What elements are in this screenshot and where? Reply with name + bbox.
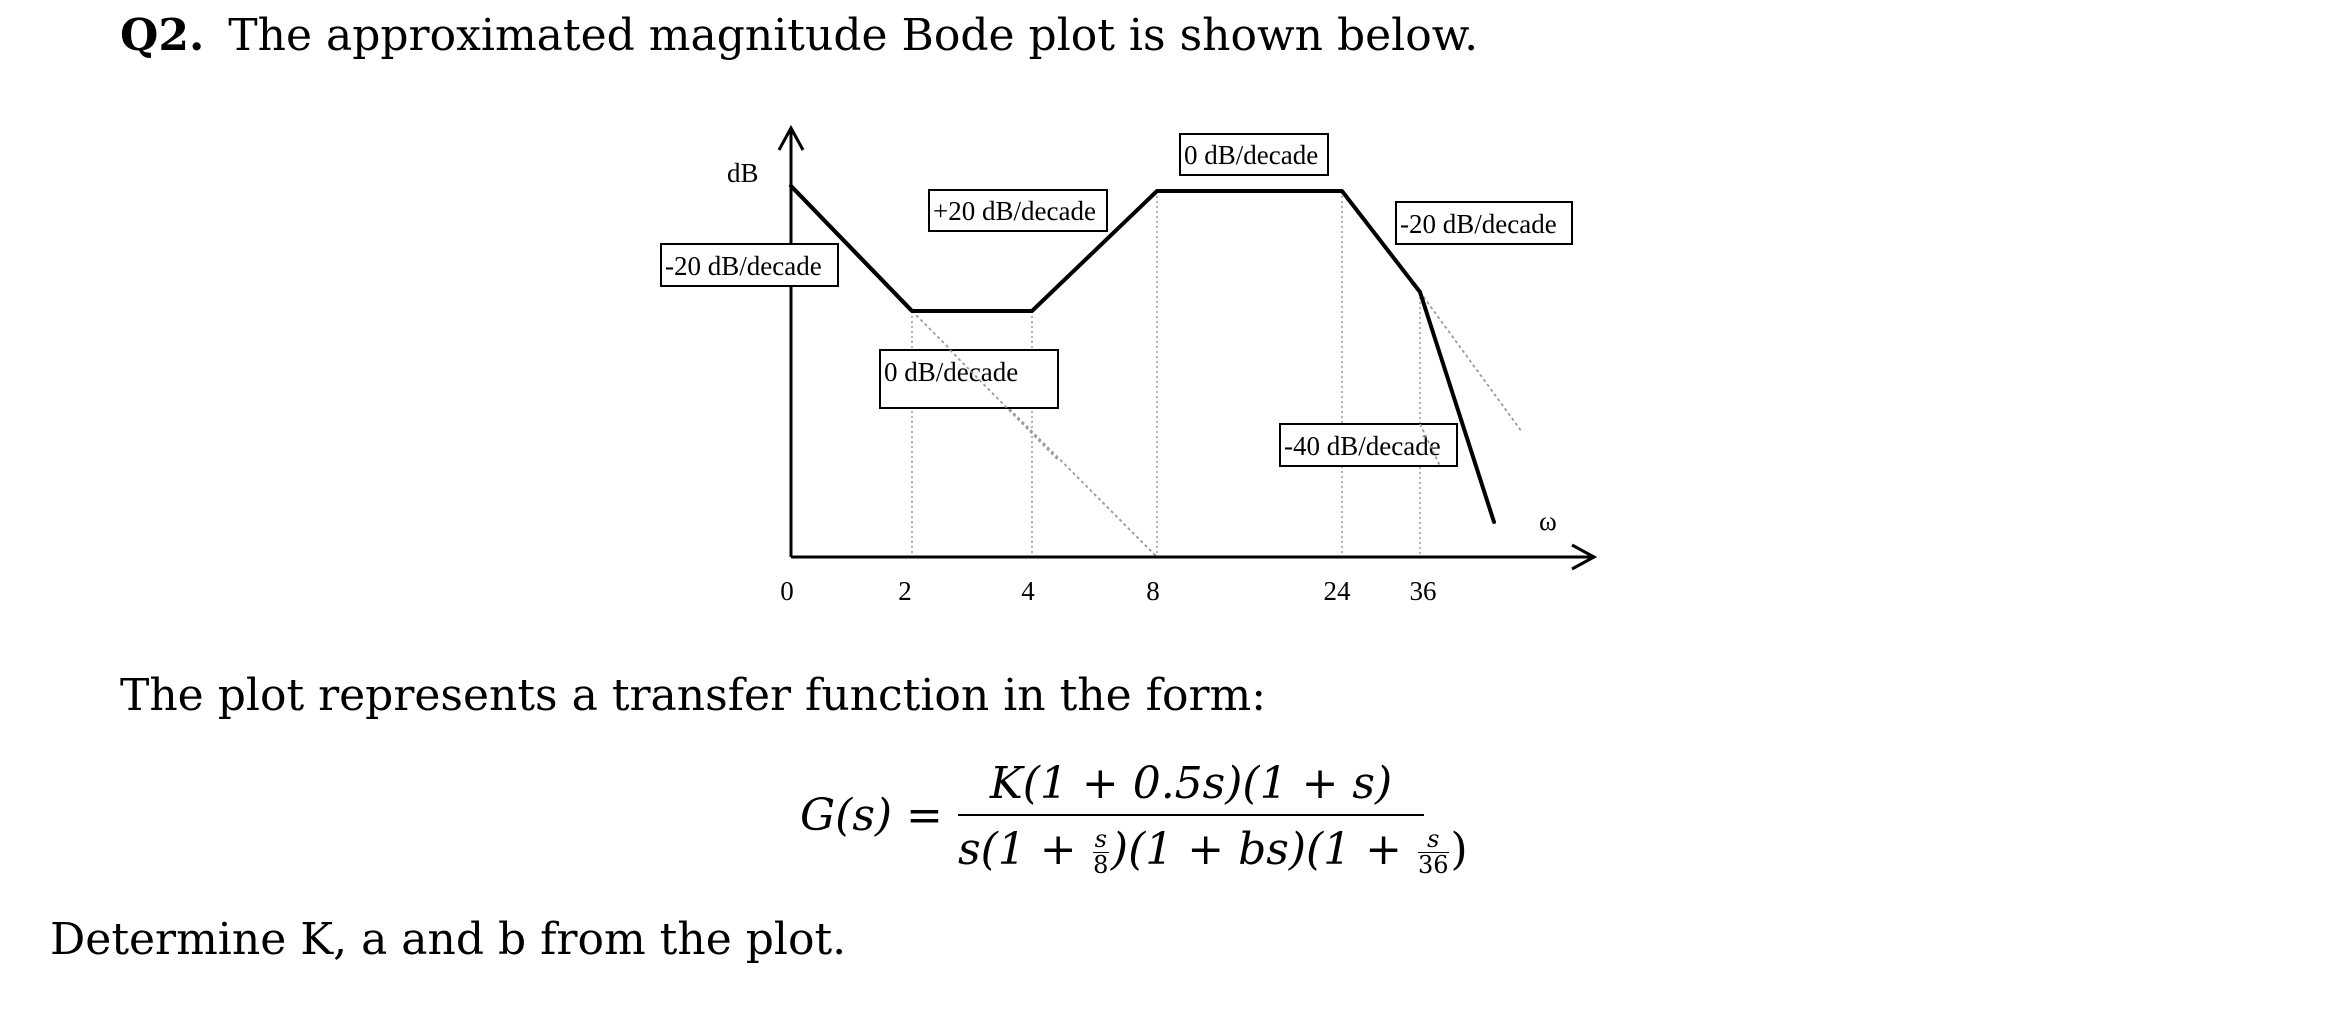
fraction-bar <box>958 814 1424 816</box>
question-intro: The approximated magnitude Bode plot is shown below. <box>228 10 1479 61</box>
slope-text-seg1: -20 dB/decade <box>665 251 822 281</box>
determine-paragraph: Determine K, a and b from the plot. <box>50 914 847 965</box>
slope-label-seg2 <box>880 350 1058 408</box>
small-fraction-s-over-36: $\frac{s}{36}$ <box>1418 824 1449 879</box>
tick-8: 8 <box>1146 576 1160 606</box>
formula-denominator: s(1 + $\frac{s}{8}$ )(1 + bs)(1 + $\frac{s}{36}$ ) <box>958 824 1468 879</box>
slope-label-seg6 <box>1280 424 1457 466</box>
formula-lhs: G(s) = <box>800 790 943 841</box>
x-axis-label: ω <box>1539 506 1557 536</box>
slope-text-seg5: -20 dB/decade <box>1400 209 1557 239</box>
asymptote-extension-high <box>1420 292 1522 432</box>
axes <box>779 128 1594 569</box>
slope-text-seg2: 0 dB/decade <box>884 357 1019 387</box>
slope-text-seg4: 0 dB/decade <box>1184 140 1319 170</box>
slope-label-seg4 <box>1180 134 1328 175</box>
slope-text-seg3: +20 dB/decade <box>933 196 1096 226</box>
tick-36: 36 <box>1409 576 1437 606</box>
slope-label-seg5 <box>1396 202 1572 244</box>
form-paragraph: The plot represents a transfer function in the form: <box>120 670 1267 721</box>
slope-label-seg1 <box>661 244 838 286</box>
x-tick-labels <box>780 576 1436 606</box>
tick-4: 4 <box>1021 576 1035 606</box>
tick-24: 24 <box>1323 576 1351 606</box>
formula-numerator: K(1 + 0.5s)(1 + s) <box>989 758 1393 809</box>
tick-2: 2 <box>898 576 912 606</box>
asymptote-extension-low <box>912 311 1157 557</box>
tick-0: 0 <box>780 576 794 606</box>
slope-text-seg6: -40 dB/decade <box>1284 431 1441 461</box>
question-number: Q2. <box>120 10 205 61</box>
y-axis-label: dB <box>727 158 759 188</box>
slope-label-seg3 <box>929 190 1107 231</box>
small-fraction-s-over-8: $\frac{s}{8}$ <box>1093 824 1109 879</box>
